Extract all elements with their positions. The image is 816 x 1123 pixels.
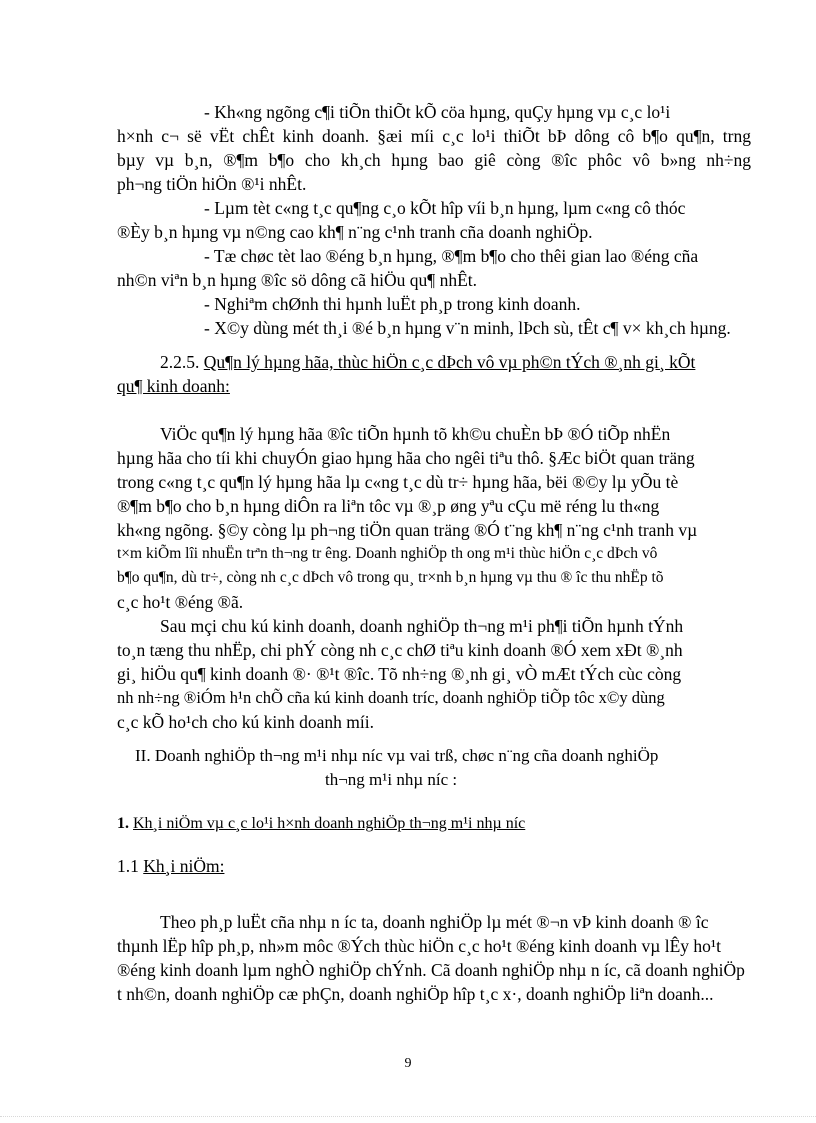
section-title: Qu¶n lý hµng hãa, thùc hiÖn c¸c dÞch vô vµ ph©n tÝch ®¸nh gi¸ kÕt <box>203 352 696 372</box>
text-line: Sau mçi chu kú kinh doanh, doanh nghiÖp th¬ng m¹i ph¶i tiÕn hµnh tÝnh <box>160 616 684 636</box>
text-line: nh nh÷ng ®iÓm h¹n chÕ cña kú kinh doanh tríc, doanh nghiÖp tiÕp tôc x©y dùng <box>117 688 665 707</box>
text-line: ph¬ng tiÖn hiÖn ®¹i nhÊt. <box>117 174 307 194</box>
heading-1 <box>117 813 525 835</box>
text-line: thµnh lËp hîp ph¸p, nh»m môc ®Ých thùc hiÖn c¸c ho¹t ®éng kinh doanh vµ lÊy ho¹t <box>117 936 722 956</box>
text-line: t nh©n, doanh nghiÖp cæ phÇn, doanh nghiÖp hîp t¸c x·, doanh nghiÖp liªn doanh... <box>117 984 714 1004</box>
page-edge-divider <box>0 1116 816 1117</box>
text-line: - Lµm tèt c«ng t¸c qu¶ng c¸o kÕt hîp víi b¸n hµng, lµm c«ng cô thóc <box>204 198 686 218</box>
text-line: to¸n tæng thu nhËp, chi phÝ còng nh c¸c chØ tiªu kinh doanh ®Ó xem xÐt ®¸nh <box>117 640 683 660</box>
text-line: nh©n viªn b¸n hµng ®îc sö dông cã hiÖu qu¶ nhÊt. <box>117 270 478 290</box>
text-line: - Nghiªm chØnh thi hµnh luËt ph¸p trong kinh doanh. <box>204 294 581 314</box>
text-line: - Tæ chøc tèt lao ®éng b¸n hµng, ®¶m b¶o cho thêi gian lao ®éng cña <box>204 246 699 266</box>
text-line: ®Èy b¸n hµng vµ n©ng cao kh¶ n¨ng c¹nh tranh cña doanh nghiÖp. <box>117 222 593 242</box>
section-heading-2-2-5 <box>160 351 695 373</box>
text-line: h×nh c¬ së vËt chÊt kinh doanh. §æi míi c¸c lo¹i thiÕt bÞ dông cô b¶o qu¶n, trng <box>117 126 751 146</box>
text-line: trong c«ng t¸c qu¶n lý hµng hãa lµ c«ng t¸c dù tr÷ hµng hãa, bëi ®©y lµ yÕu tè <box>117 472 679 492</box>
text-line: - Kh«ng ngõng c¶i tiÕn thiÕt kÕ cöa hµng, quÇy hµng vµ c¸c lo¹i <box>204 102 671 122</box>
text-line: kh«ng ngõng. §©y còng lµ ph¬ng tiÖn quan träng ®Ó t¨ng kh¶ n¨ng c¹nh tranh vµ <box>117 520 698 540</box>
part-ii-heading-continued: th¬ng m¹i nhµ níc : <box>325 770 458 789</box>
text-line: ®¶m b¶o cho b¸n hµng diÔn ra liªn tôc vµ ®¸p øng yªu cÇu më réng lu th«ng <box>117 496 660 516</box>
text-line: c¸c kÕ ho¹ch cho kú kinh doanh míi. <box>117 712 374 732</box>
text-line: c¸c ho¹t ®éng ®ã. <box>117 592 244 612</box>
heading-1-1-title: Kh¸i niÖm: <box>143 856 225 876</box>
heading-1-title: Kh¸i niÖm vµ c¸c lo¹i h×nh doanh nghiÖp th¬ng m¹i nhµ níc <box>133 815 526 832</box>
text-line: bµy vµ b¸n, ®¶m b¶o cho kh¸ch hµng bao giê còng ®îc phôc vô b»ng nh÷ng <box>117 150 751 170</box>
text-line: t×m kiÕm lîi nhuËn trªn th¬ng tr êng. Doanh nghiÖp th ong m¹i thùc hiÖn c¸c dÞch vô <box>117 545 658 562</box>
text-line: hµng hãa cho tíi khi chuyÓn giao hµng hãa cho ngêi tiªu thô. §Æc biÖt quan träng <box>117 448 695 468</box>
part-ii-heading: II. Doanh nghiÖp th¬ng m¹i nhµ níc vµ vai trß, chøc n¨ng cña doanh nghiÖp <box>135 746 659 765</box>
text-line: ViÖc qu¶n lý hµng hãa ®îc tiÕn hµnh tõ kh©u chuÈn bÞ ®Ó tiÕp nhËn <box>160 424 671 444</box>
text-line: - X©y dùng mét th¸i ®é b¸n hµng v¨n minh, lÞch sù, tÊt c¶ v× kh¸ch hµng. <box>204 318 731 338</box>
text-line: Theo ph¸p luËt cña nhµ n íc ta, doanh nghiÖp lµ mét ®¬n vÞ kinh doanh ® îc <box>160 912 709 932</box>
text-line: gi¸ hiÖu qu¶ kinh doanh ®· ®¹t ®îc. Tõ nh÷ng ®¸nh gi¸ vÒ mÆt tÝch cùc còng <box>117 664 682 684</box>
heading-1-1 <box>117 855 224 877</box>
text-line: b¶o qu¶n, dù tr÷, còng nh c¸c dÞch vô trong qu¸ tr×nh b¸n hµng vµ thu ® îc thu nhËp tõ <box>117 569 664 586</box>
section-title-continued: qu¶ kinh doanh: <box>117 376 230 396</box>
page-number: 9 <box>404 1056 412 1071</box>
heading-1-1-number: 1.1 <box>117 856 139 876</box>
text-line: ®éng kinh doanh lµm nghÒ nghiÖp chÝnh. Cã doanh nghiÖp nhµ n íc, cã doanh nghiÖp <box>117 960 745 980</box>
heading-1-number: 1. <box>117 815 129 832</box>
section-number: 2.2.5. <box>160 352 200 372</box>
